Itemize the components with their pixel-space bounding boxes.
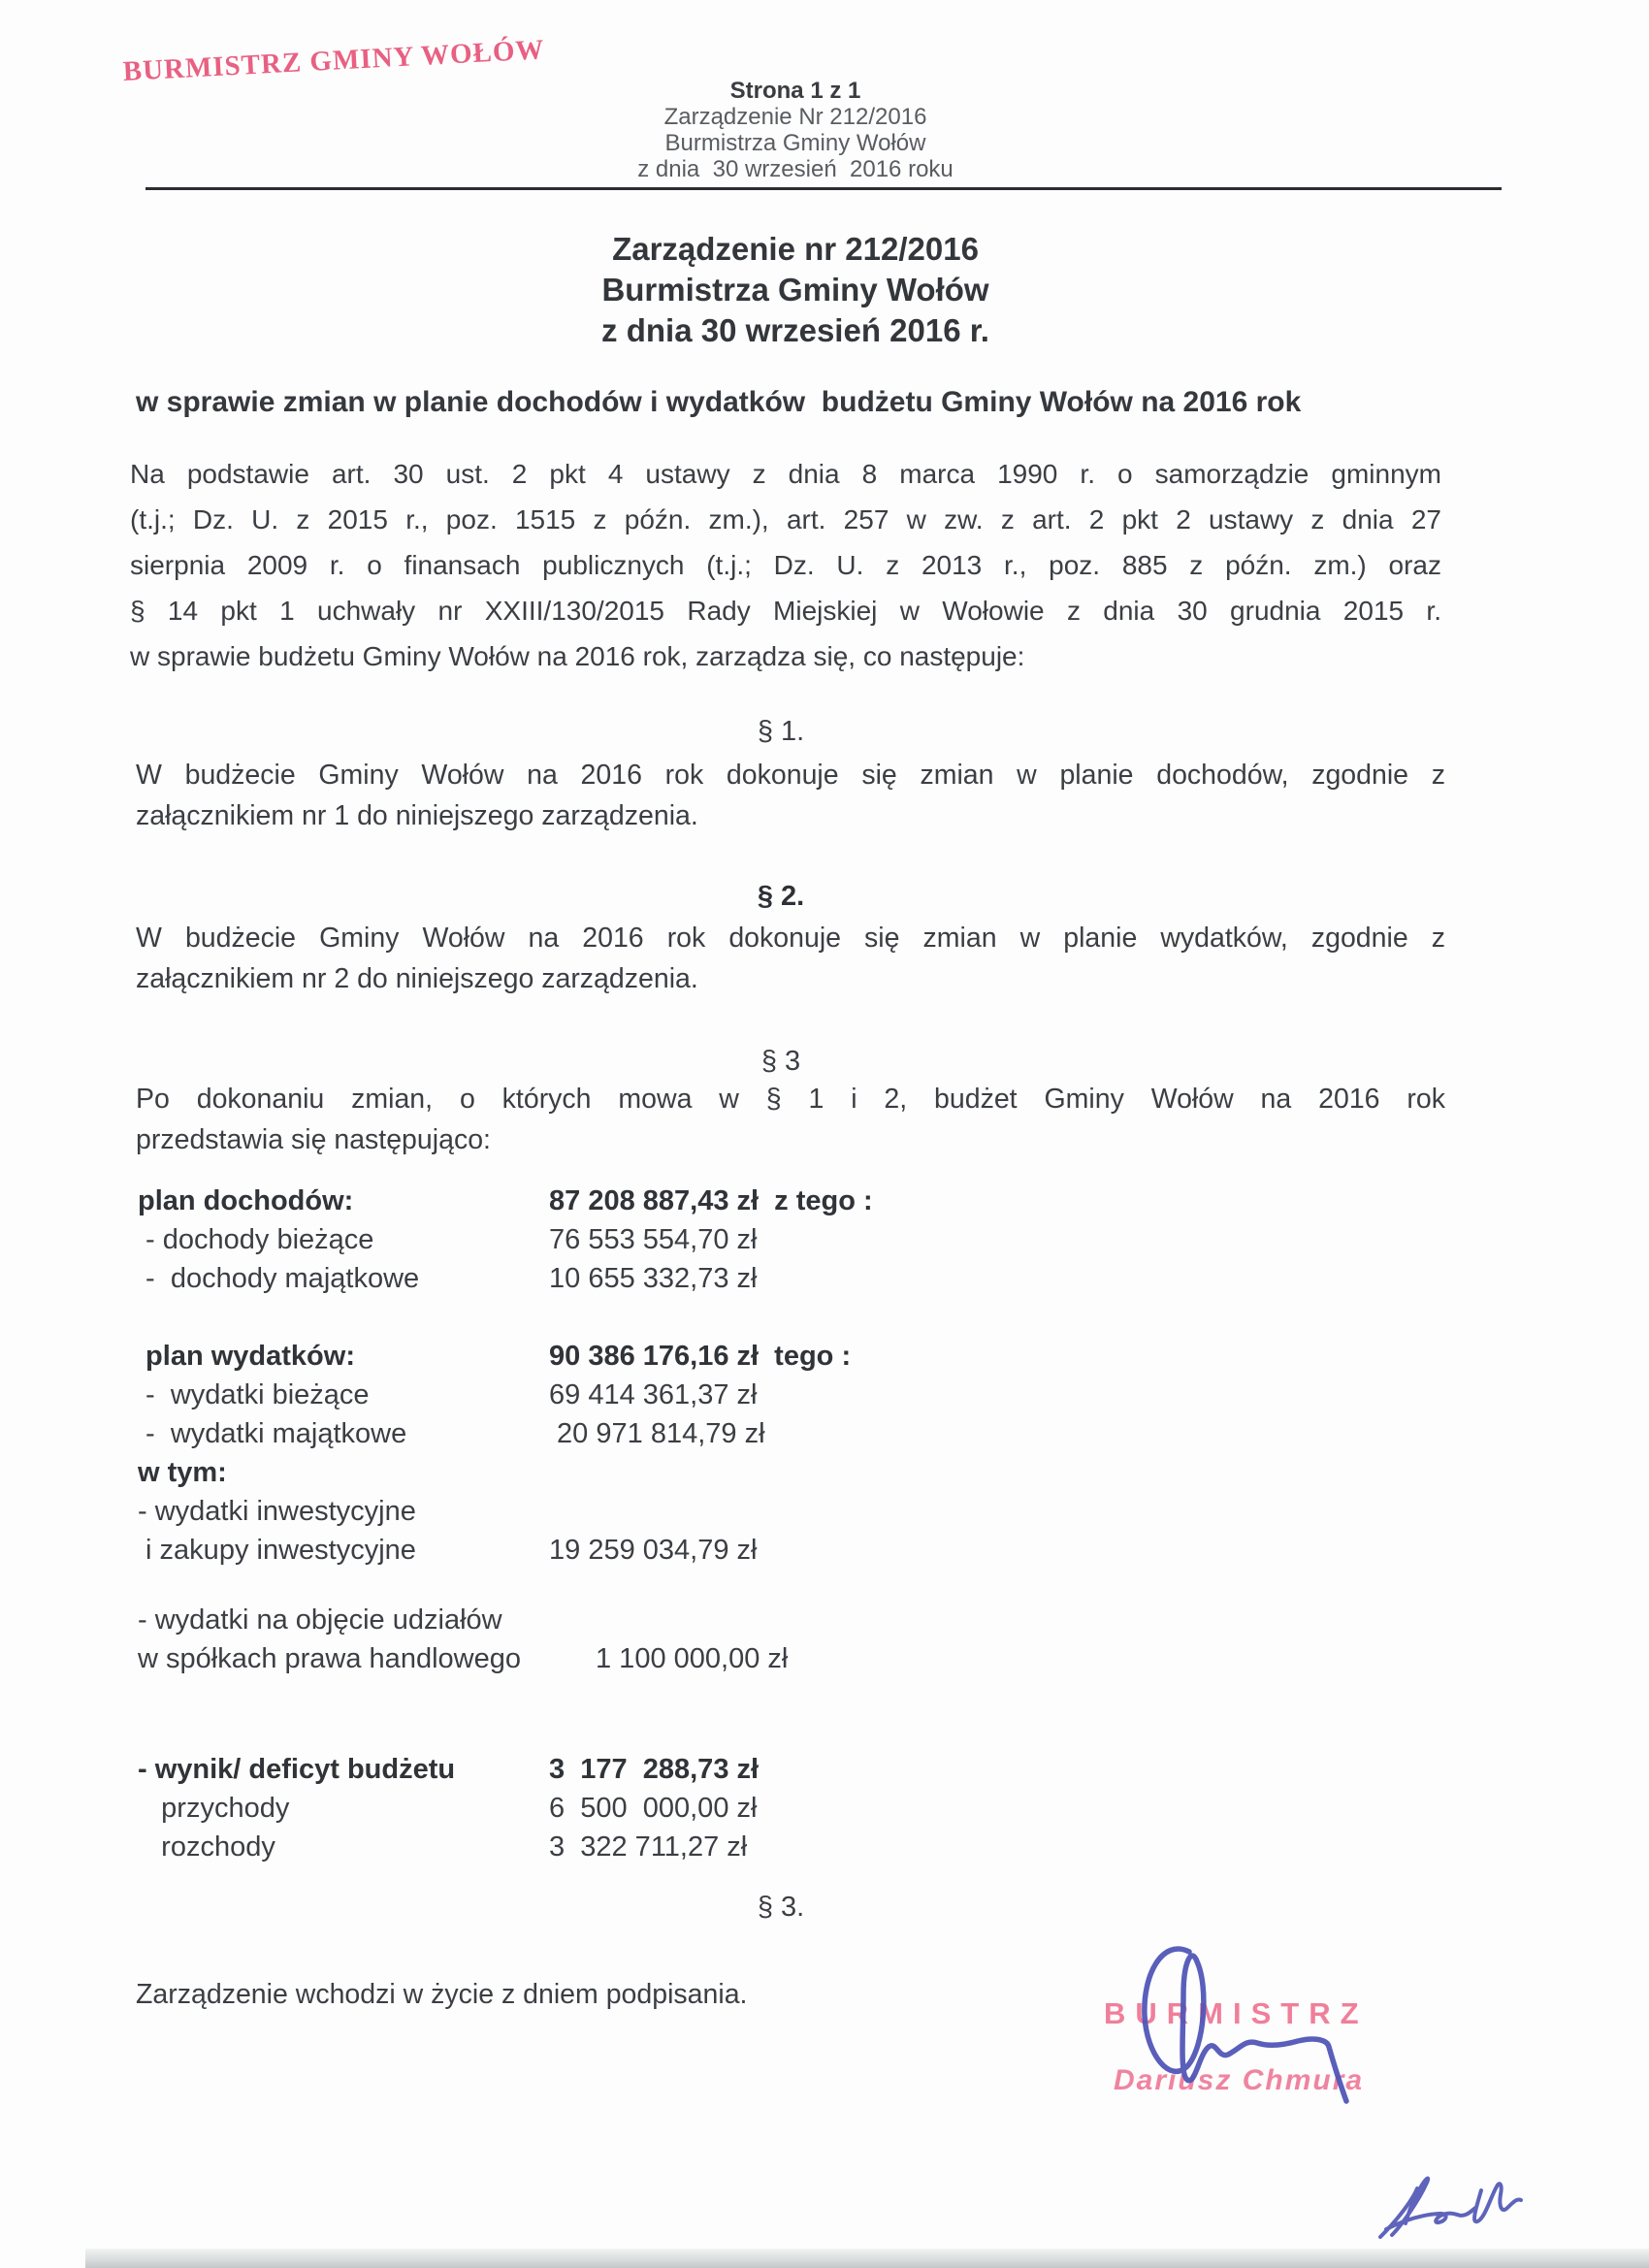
row-przychody	[138, 1793, 1253, 1831]
dochody-majatkowe-value: 10 655 332,73 zł	[549, 1263, 758, 1294]
page-number: Strona 1 z 1	[729, 78, 861, 104]
wydatki-inwestycyjne-label-1: - wydatki inwestycyjne	[138, 1496, 416, 1527]
header-date: z dnia 30 wrzesień 2016 roku	[637, 156, 954, 182]
title-line-3: z dnia 30 wrzesień 2016 r.	[601, 312, 989, 348]
rozchody-label: rozchody	[138, 1831, 275, 1863]
budget-summary	[138, 1185, 1253, 1870]
row-dochody-biezace	[138, 1224, 1253, 1263]
przychody-value: 6 500 000,00 zł	[549, 1793, 758, 1824]
section-3-heading: § 3	[760, 1046, 801, 1077]
subject-line: w sprawie zmian w planie dochodów i wydatków budżetu Gminy Wołów na 2016 rok	[136, 386, 1302, 418]
udzialy-label-1: - wydatki na objęcie udziałów	[138, 1604, 502, 1636]
wydatki-inwestycyjne-label-2: i zakupy inwestycyjne	[138, 1535, 416, 1566]
title-line-2: Burmistrza Gminy Wołów	[601, 272, 989, 308]
section-3-body: Po dokonaniu zmian, o których mowa w § 1 i 2, budżet Gminy Wołów na 2016 rok przedstawia się następująco:	[136, 1084, 1445, 1155]
row-rozchody	[138, 1831, 1253, 1870]
office-ink-stamp: BURMISTRZ GMINY WOŁÓW	[122, 34, 546, 87]
row-plan-wydatkow	[138, 1341, 1253, 1379]
dochody-majatkowe-label: - dochody majątkowe	[138, 1263, 420, 1294]
row-wydatki-biezace	[138, 1379, 1253, 1418]
row-wydatki-majatkowe	[138, 1418, 1253, 1457]
section-1-body: W budżecie Gminy Wołów na 2016 rok dokonuje się zmian w planie dochodów, zgodnie z załącznikiem nr 1 do niniejszego zarządzenia.	[136, 760, 1445, 831]
row-udzialy-2	[138, 1643, 1253, 1682]
dochody-biezace-label: - dochody bieżące	[138, 1224, 374, 1255]
burmistrz-stamp-text: BURMISTRZ	[1104, 1996, 1369, 2030]
wynik-label: - wynik/ deficyt budżetu	[138, 1754, 456, 1785]
title-line-1: Zarządzenie nr 212/2016	[612, 231, 979, 267]
wydatki-inwestycyjne-value: 19 259 034,79 zł	[549, 1535, 758, 1566]
row-wynik-deficyt	[138, 1754, 1253, 1793]
section-2-body: W budżecie Gminy Wołów na 2016 rok dokonuje się zmian w planie wydatków, zgodnie z załącznikiem nr 2 do niniejszego zarządzenia.	[136, 923, 1445, 994]
document-title	[136, 229, 1455, 351]
plan-wydatkow-value: 90 386 176,16 zł tego :	[549, 1341, 852, 1372]
wydatki-majatkowe-value: 20 971 814,79 zł	[549, 1418, 765, 1449]
wydatki-majatkowe-label: - wydatki majątkowe	[138, 1418, 407, 1449]
signer-name-stamp: Dariusz Chmura	[1114, 2064, 1365, 2096]
udzialy-label-2: w spółkach prawa handlowego	[138, 1643, 521, 1674]
initials-paraph-icon	[1373, 2161, 1537, 2249]
closing-text: Zarządzenie wchodzi w życie z dniem podpisania.	[136, 1979, 748, 2010]
rozchody-value: 3 322 711,27 zł	[549, 1831, 748, 1863]
dochody-biezace-value: 76 553 554,70 zł	[549, 1224, 758, 1255]
page-header	[504, 78, 1086, 182]
section-2-heading: § 2.	[757, 881, 805, 912]
header-divider	[146, 187, 1502, 190]
section-1-heading: § 1.	[757, 716, 805, 747]
scan-edge-artifact	[85, 2249, 1649, 2268]
wynik-value: 3 177 288,73 zł	[549, 1754, 760, 1785]
wydatki-biezace-value: 69 414 361,37 zł	[549, 1379, 758, 1410]
row-dochody-majatkowe	[138, 1263, 1253, 1302]
w-tym-label: w tym:	[138, 1457, 227, 1488]
row-wydatki-inwestycyjne-2	[138, 1535, 1253, 1573]
header-issuer: Burmistrza Gminy Wołów	[664, 130, 926, 156]
legal-basis-paragraph: Na podstawie art. 30 ust. 2 pkt 4 ustawy z dnia 8 marca 1990 r. o samorządzie gminnym (t.j.; Dz. U. z 2015 r., poz. 1515 z późn. zm.), art. 257 w zw. z art. 2 pkt 2 ustawy z dnia 27 sierpnia 2009 r. o finansach publicznych (t.j.; Dz. U. z 2013 r., poz. 885 z późn. zm.) oraz § 14 pkt 1 uchwały nr XXIII/130/2015 Rady Miejskiej w Wołowie z dnia 30 grudnia 2015 r. w sprawie budżetu Gminy Wołów na 2016 rok, zarządza się, co następuje:	[130, 459, 1441, 671]
plan-dochodow-value: 87 208 887,43 zł z tego :	[549, 1185, 873, 1216]
row-udzialy-1	[138, 1604, 1253, 1643]
closing-section-heading: § 3.	[757, 1892, 805, 1923]
row-plan-dochodow	[138, 1185, 1253, 1224]
przychody-label: przychody	[138, 1793, 290, 1824]
handwritten-signature-icon	[1123, 1936, 1414, 2106]
row-wydatki-inwestycyjne-1	[138, 1496, 1253, 1535]
wydatki-biezace-label: - wydatki bieżące	[138, 1379, 370, 1410]
plan-dochodow-label: plan dochodów:	[138, 1185, 354, 1216]
row-w-tym	[138, 1457, 1253, 1496]
udzialy-value: 1 100 000,00 zł	[596, 1643, 789, 1674]
plan-wydatkow-label: plan wydatków:	[138, 1341, 355, 1372]
header-doc-number: Zarządzenie Nr 212/2016	[663, 104, 927, 130]
